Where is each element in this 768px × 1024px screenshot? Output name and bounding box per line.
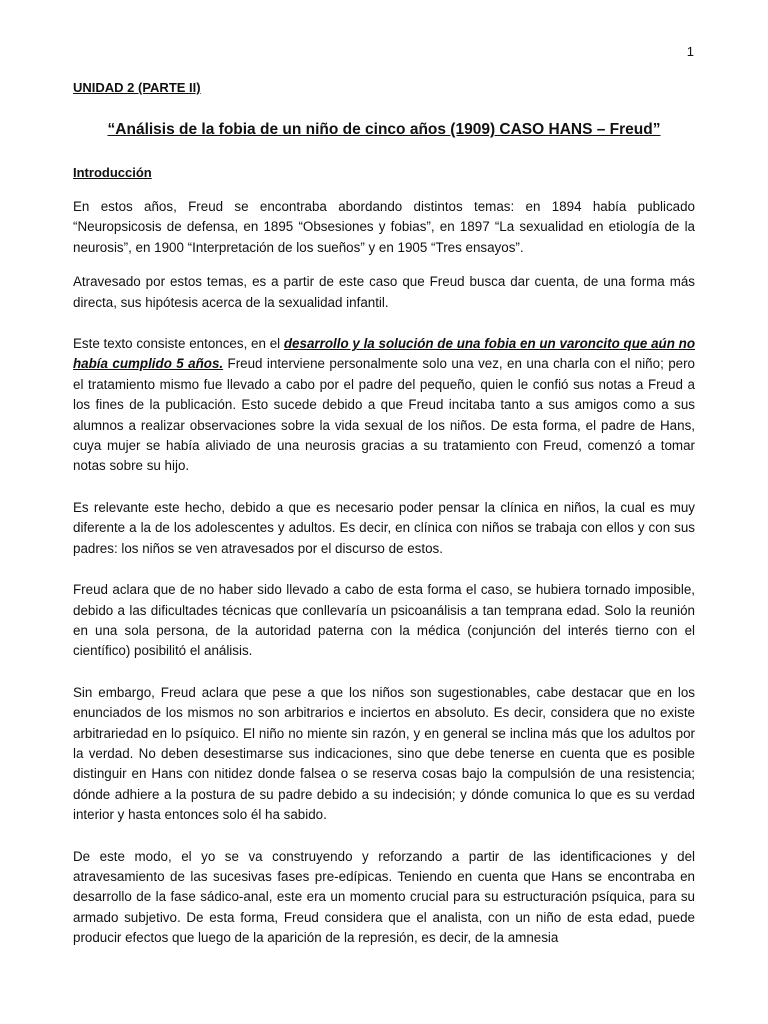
- paragraph-3: [73, 334, 695, 477]
- paragraph-2: Atravesado por estos temas, es a partir de este caso que Freud busca dar cuenta, de una forma más directa, sus hipótesis acerca de la sexualidad infantil.: [73, 274, 695, 310]
- page-number: 1: [686, 44, 694, 59]
- unit-heading: UNIDAD 2 (PARTE II): [73, 80, 201, 95]
- paragraph-5: Freud aclara que de no haber sido llevado a cabo de esta forma el caso, se hubiera tornado imposible, debido a las dificultades técnicas que conllevaría un psicoanálisis a tan temprana edad. Solo la reunión en una sola persona, de la autoridad paterna con la médica (conjunción del interés tierno con el científico) posibilitó el análisis.: [73, 582, 695, 659]
- section-heading: Introducción: [73, 165, 152, 180]
- paragraph-1: En estos años, Freud se encontraba abordando distintos temas: en 1894 había publicado “Neuropsicosis de defensa, en 1895 “Obsesiones y fobias”, en 1897 “La sexualidad en etiología de la neurosis”, en 1900 “Interpretación de los sueños” y en 1905 “Tres ensayos”.: [73, 199, 695, 255]
- document-title: “Análisis de la fobia de un niño de cinco años (1909) CASO HANS – Freud”: [107, 121, 661, 138]
- paragraph-6: Sin embargo, Freud aclara que pese a que los niños son sugestionables, cabe destacar que en los enunciados de los mismos no son arbitrarios e inciertos en absoluto. Es decir, considera que no existe arbitrariedad en lo psíquico. El niño no miente sin razón, y en general se inclina más que los adultos por la verdad. No deben desestimarse sus indicaciones, sino que debe tenerse en cuenta que es posible distinguir en Hans con nitidez donde falsea o se reserva cosas bajo la compulsión de una resistencia; dónde adhiere a la postura de su padre debido a su indecisión; y dónde comunica lo que es su verdad interior y hasta entonces solo él ha sabido.: [73, 684, 695, 823]
- paragraph-4: Es relevante este hecho, debido a que es necesario poder pensar la clínica en niños, la cual es muy diferente a la de los adolescentes y adultos. Es decir, en clínica con niños se trabaja con ellos y con sus padres: los niños se ven atravesados por el discurso de estos.: [73, 499, 695, 556]
- paragraph-3-emphasis: desarrollo y la solución de una fobia en un varoncito que aún no había cumplido 5 años.: [73, 336, 696, 372]
- paragraph-7: De este modo, el yo se va construyendo y reforzando a partir de las identificaciones y del atravesamiento de las sucesivas fases pre-edípicas. Teniendo en cuenta que Hans se encontraba en desarrollo de la fase sádico-anal, este era un momento crucial para su estructuración psíquica, para su armado subjetivo. De esta forma, Freud considera que el analista, con un niño de esta edad, puede producir efectos que luego de la aparición de la represión, es decir, de la amnesia: [73, 848, 695, 946]
- paragraph-3-rest: Freud interviene personalmente solo una vez, en una charla con el niño; pero el tratamiento mismo fue llevado a cabo por el padre del pequeño, quien le confió sus notas a Freud a los fines de la publicación. Esto sucede debido a que Freud incitaba tanto a sus amigos como a sus alumnos a realizar observaciones sobre la vida sexual de los niños. De esta forma, el padre de Hans, cuya mujer se había aliviado de una neurosis gracias a su tratamiento con Freud, comenzó a tomar notas sobre su hijo.: [73, 356, 695, 474]
- body-text: [73, 197, 695, 949]
- paragraph-3-lead: Este texto consiste entonces, en el: [73, 336, 284, 352]
